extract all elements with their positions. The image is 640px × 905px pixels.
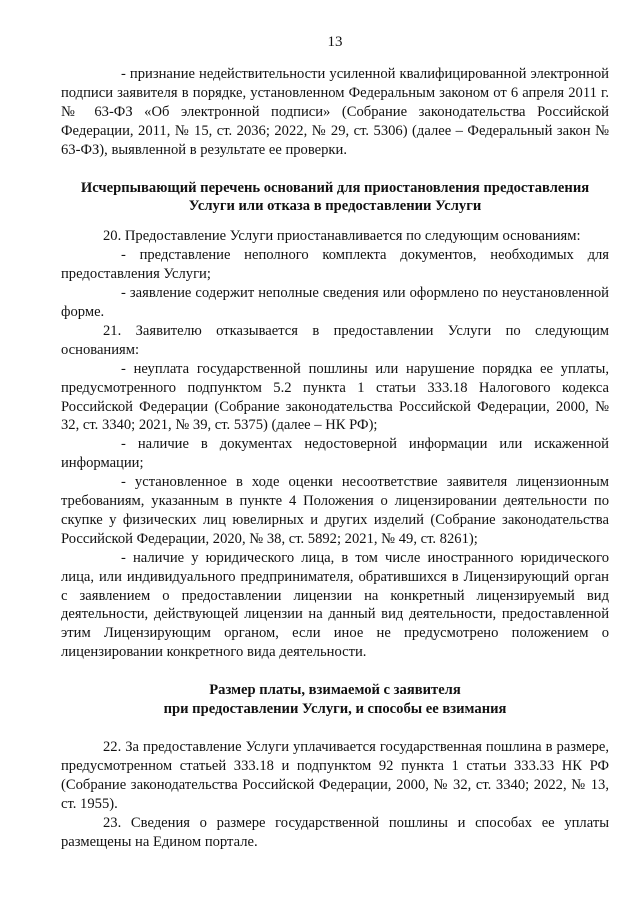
heading-line-2: Услуги или отказа в предоставлении Услуги <box>188 198 482 215</box>
heading-line-1: Исчерпывающий перечень оснований для приостановления предоставления <box>80 179 590 196</box>
section-heading-fee <box>61 681 609 719</box>
page-number: 13 <box>327 34 343 50</box>
paragraph-21-item-2: - наличие в документах недостоверной информации или искаженной информации; <box>61 436 609 472</box>
heading-line-2: при предоставлении Услуги, и способы ее взимания <box>163 701 507 718</box>
paragraph-21-item-1: - неуплата государственной пошлины или нарушение порядка ее уплаты, предусмотренного подпунктом 5.2 пункта 1 статьи 333.18 Налогового кодекса Российской Федерации (Собрание законодательства Российской Федерации, 2000, № 32, ст. 3340; 2021, № 39, ст. 5375) (далее – НК РФ); <box>61 360 609 434</box>
heading-line-1: Размер платы, взимаемой с заявителя <box>209 682 461 699</box>
paragraph-20-item-1: - представление неполного комплекта документов, необходимых для предоставления Услуги; <box>61 247 609 283</box>
paragraph-21-item-3: - установленное в ходе оценки несоответствие заявителя лицензионным требованиям, указанным в пункте 4 Положения о лицензировании деятельности по скупке у физических лиц ювелирных и других изделий (Собрание законодательства Российской Федерации, 2020, № 38, ст. 5892; 2021, № 49, ст. 8261); <box>61 474 609 547</box>
document-page <box>61 34 609 851</box>
section-heading-suspension <box>61 179 609 217</box>
paragraph-electronic-signature: - признание недействительности усиленной квалифицированной электронной подписи заявителя в порядке, установленном Федеральным законом от 6 апреля 2011 г. № 63-ФЗ «Об электронной подписи» (Собрание законодательства Российской Федерации, 2011, № 15, ст. 2036; 2022, № 29, ст. 5306) (далее – Федеральный закон № 63-ФЗ), выявленной в результате ее проверки. <box>61 66 609 158</box>
paragraph-21: 21. Заявителю отказывается в предоставлении Услуги по следующим основаниям: <box>61 322 609 358</box>
paragraph-21-item-4: - наличие у юридического лица, в том числе иностранного юридического лица, или индивидуального предпринимателя, обратившихся в Лицензирующий орган с заявлением о предоставлении лицензии на конкретный лицензируемый вид деятельности, действующей лицензии на данный вид деятельности, предоставленной этим Лицензирующим органом, если иное не предусмотрено положением о лицензировании конкретного вида деятельности. <box>61 549 609 661</box>
paragraph-23: 23. Сведения о размере государственной пошлины и способах ее уплаты размещены на Едином портале. <box>61 814 609 850</box>
paragraph-20: 20. Предоставление Услуги приостанавливается по следующим основаниям: <box>103 228 581 245</box>
paragraph-22: 22. За предоставление Услуги уплачивается государственная пошлина в размере, предусмотренном статьей 333.18 и подпунктом 92 пункта 1 статьи 333.33 НК РФ (Собрание законодательства Российской Федерации, 2000, № 32, ст. 3340; 2022, № 13, ст. 1955). <box>61 739 609 812</box>
paragraph-20-item-2: - заявление содержит неполные сведения или оформлено по неустановленной форме. <box>61 285 609 320</box>
